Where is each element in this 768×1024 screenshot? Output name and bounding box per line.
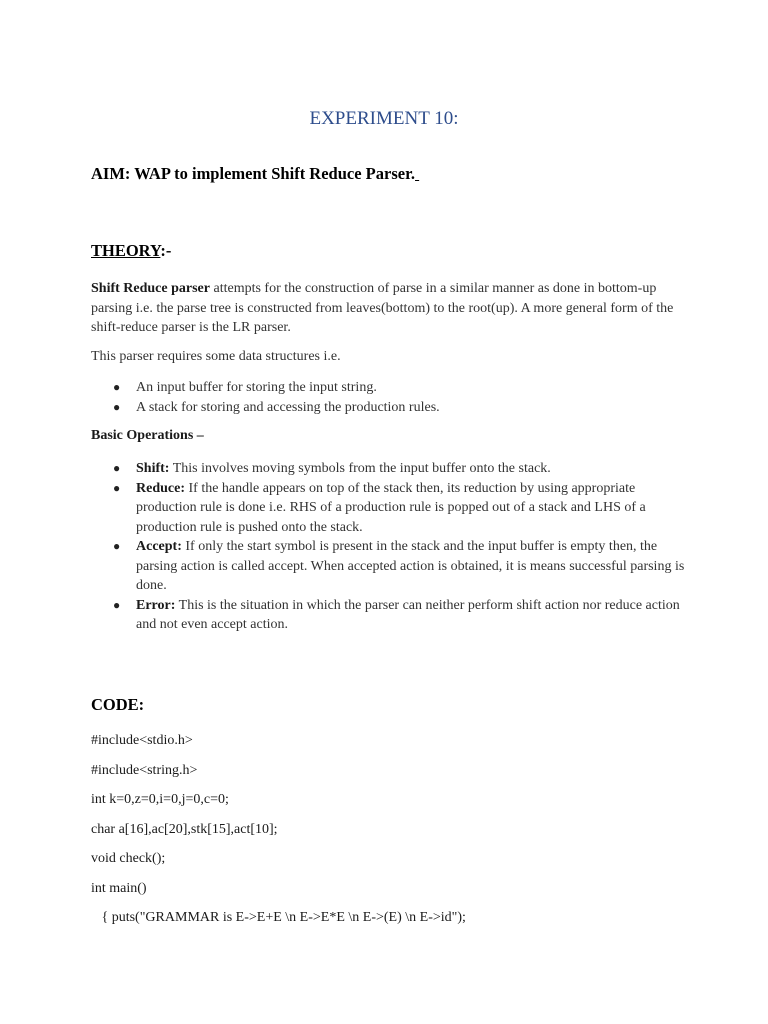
theory-heading <box>91 241 171 261</box>
aim-text: AIM: WAP to implement Shift Reduce Parser. <box>91 164 416 183</box>
bullet-icon: ● <box>113 480 121 495</box>
bullet-icon: ● <box>113 597 121 612</box>
operation-term: Accept: <box>136 539 182 554</box>
operation-term: Reduce: <box>136 480 185 496</box>
theory-heading-suffix: :- <box>160 241 172 260</box>
list-item: ● A stack for storing and accessing the production rules. <box>91 398 691 418</box>
operations-list <box>91 459 691 635</box>
operation-desc: If the handle appears on top of the stack then, its reduction by using appropriate production rule is done i.e. RHS of a production rule is popped out of a stack and LHS of a production rule is pushed onto the stack. <box>136 480 646 535</box>
bullet-icon: ● <box>113 380 121 394</box>
code-line: { puts("GRAMMAR is E->E+E \n E->E*E \n E->(E) \n E->id"); <box>91 910 466 925</box>
list-item <box>91 479 691 538</box>
theory-intro-rest: attempts for the construction of parse in a similar manner as done in bottom-up parsing i.e. the parse tree is constructed from leaves(bottom) to the root(up). A more general form of the shift-reduce parser is the LR parser. <box>91 281 674 335</box>
aim-trailing-underline <box>415 164 419 183</box>
operation-desc: This is the situation in which the parser can neither perform shift action nor reduce action and not even accept action. <box>136 597 680 632</box>
code-line: void check(); <box>91 851 166 866</box>
list-item <box>91 596 691 635</box>
list-item: ● An input buffer for storing the input string. <box>91 378 691 398</box>
aim-statement <box>91 164 419 184</box>
code-line: #include<string.h> <box>91 763 198 778</box>
list-item <box>91 459 691 479</box>
code-line: #include<stdio.h> <box>91 733 193 748</box>
operation-term: Error: <box>136 597 176 613</box>
operation-term: Shift: <box>136 461 170 476</box>
basic-operations-heading: Basic Operations – <box>91 428 204 443</box>
operation-desc: This involves moving symbols from the input buffer onto the stack. <box>169 461 551 476</box>
data-structures-list <box>91 378 691 417</box>
bullet-icon: ● <box>113 461 121 475</box>
experiment-title: EXPERIMENT 10: <box>309 108 459 129</box>
theory-intro-paragraph <box>91 279 691 338</box>
code-line: char a[16],ac[20],stk[15],act[10]; <box>91 822 278 837</box>
operation-desc: If only the start symbol is present in the stack and the input buffer is empty then, the parsing action is called accept. When accepted action is obtained, it is means successful parsing is done. <box>136 539 685 593</box>
theory-heading-label: THEORY <box>91 241 161 260</box>
theory-intro-bold: Shift Reduce parser <box>91 281 210 296</box>
code-heading: CODE: <box>91 695 145 714</box>
data-structures-intro: This parser requires some data structures i.e. <box>91 349 341 364</box>
bullet-icon: ● <box>113 399 121 414</box>
code-line: int main() <box>91 881 147 896</box>
bullet-icon: ● <box>113 539 121 553</box>
code-line: int k=0,z=0,i=0,j=0,c=0; <box>91 792 229 807</box>
list-item <box>91 537 691 596</box>
